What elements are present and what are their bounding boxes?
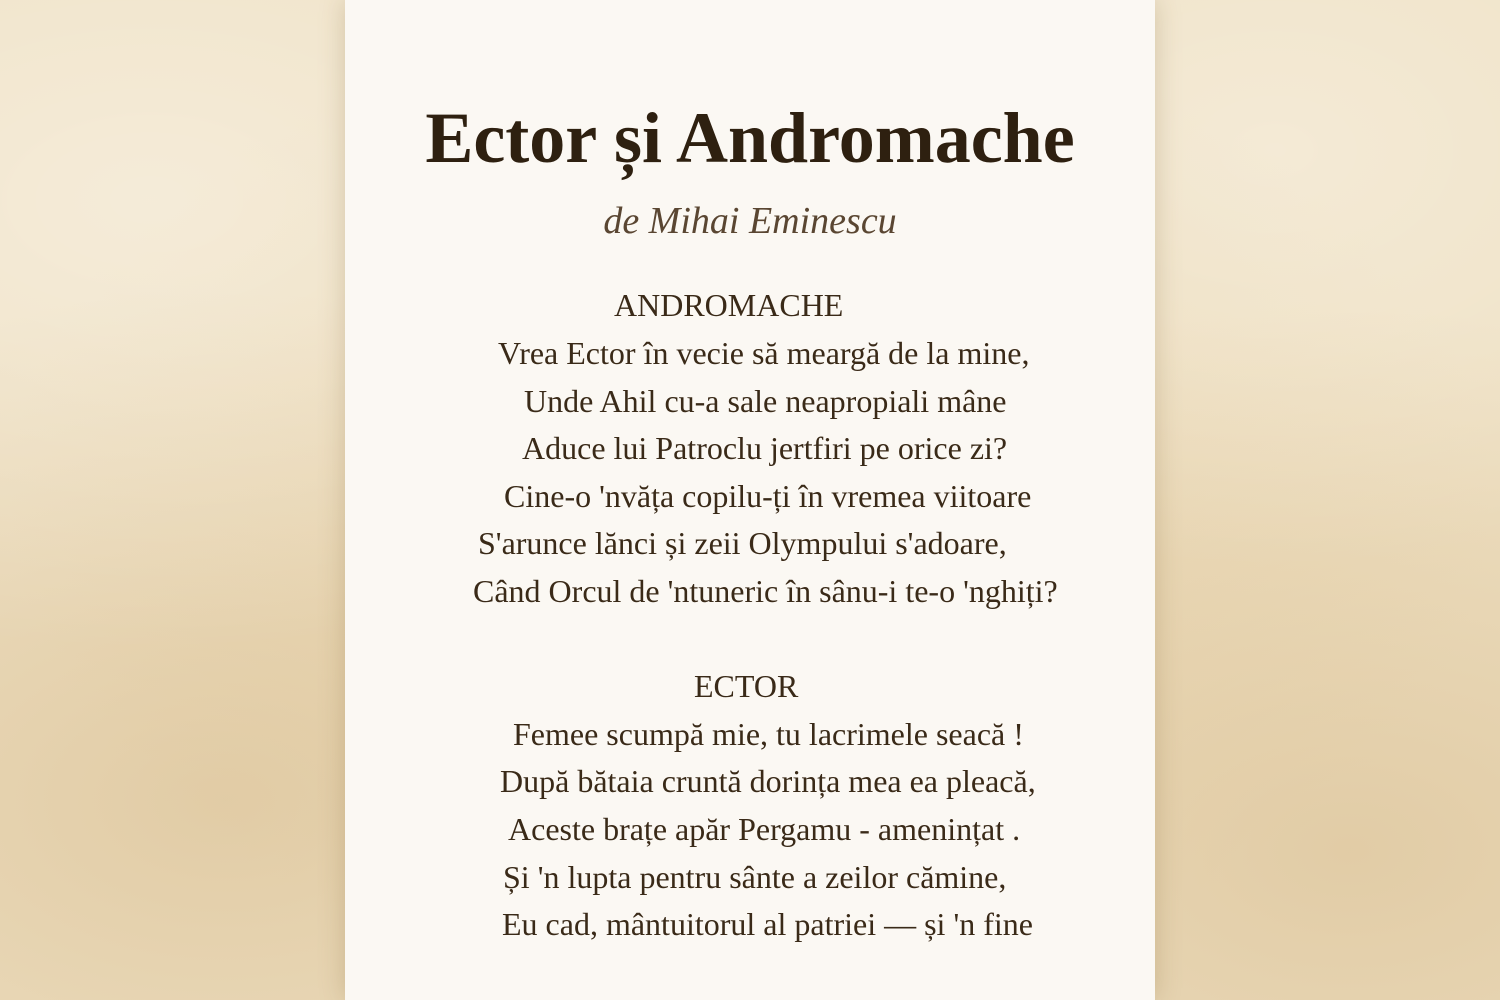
poem-line: Cine-o 'nvăța copilu-ți în vremea viitoare <box>504 478 1032 514</box>
poem-line: S'arunce lănci și zeii Olympului s'adoare, <box>478 525 1007 561</box>
poem-line: Aduce lui Patroclu jertfiri pe orice zi? <box>522 430 1008 466</box>
poem-line: După bătaia cruntă dorința mea ea pleacă, <box>500 763 1036 799</box>
poem-line: Unde Ahil cu-a sale neapropiali mâne <box>524 383 1007 419</box>
poem-line: Vrea Ector în vecie să meargă de la mine, <box>498 335 1030 371</box>
poem-author: de Mihai Eminescu <box>603 200 897 242</box>
poem-line: Femee scumpă mie, tu lacrimele seacă ! <box>513 716 1024 752</box>
poem-line: Și 'n lupta pentru sânte a zeilor cămine, <box>503 859 1007 895</box>
poem-title: Ector și Andromache <box>425 98 1075 178</box>
speaker-ector: ECTOR <box>694 668 799 704</box>
poem-line: Când Orcul de 'ntuneric în sânu-i te-o 'nghiți? <box>473 573 1058 609</box>
poem-line: Eu cad, mântuitorul al patriei — și 'n fine <box>502 906 1033 942</box>
poem-page <box>345 0 1155 1000</box>
poem-line: Aceste brațe apăr Pergamu - amenințat . <box>508 811 1021 847</box>
speaker-andromache: ANDROMACHE <box>614 287 844 323</box>
